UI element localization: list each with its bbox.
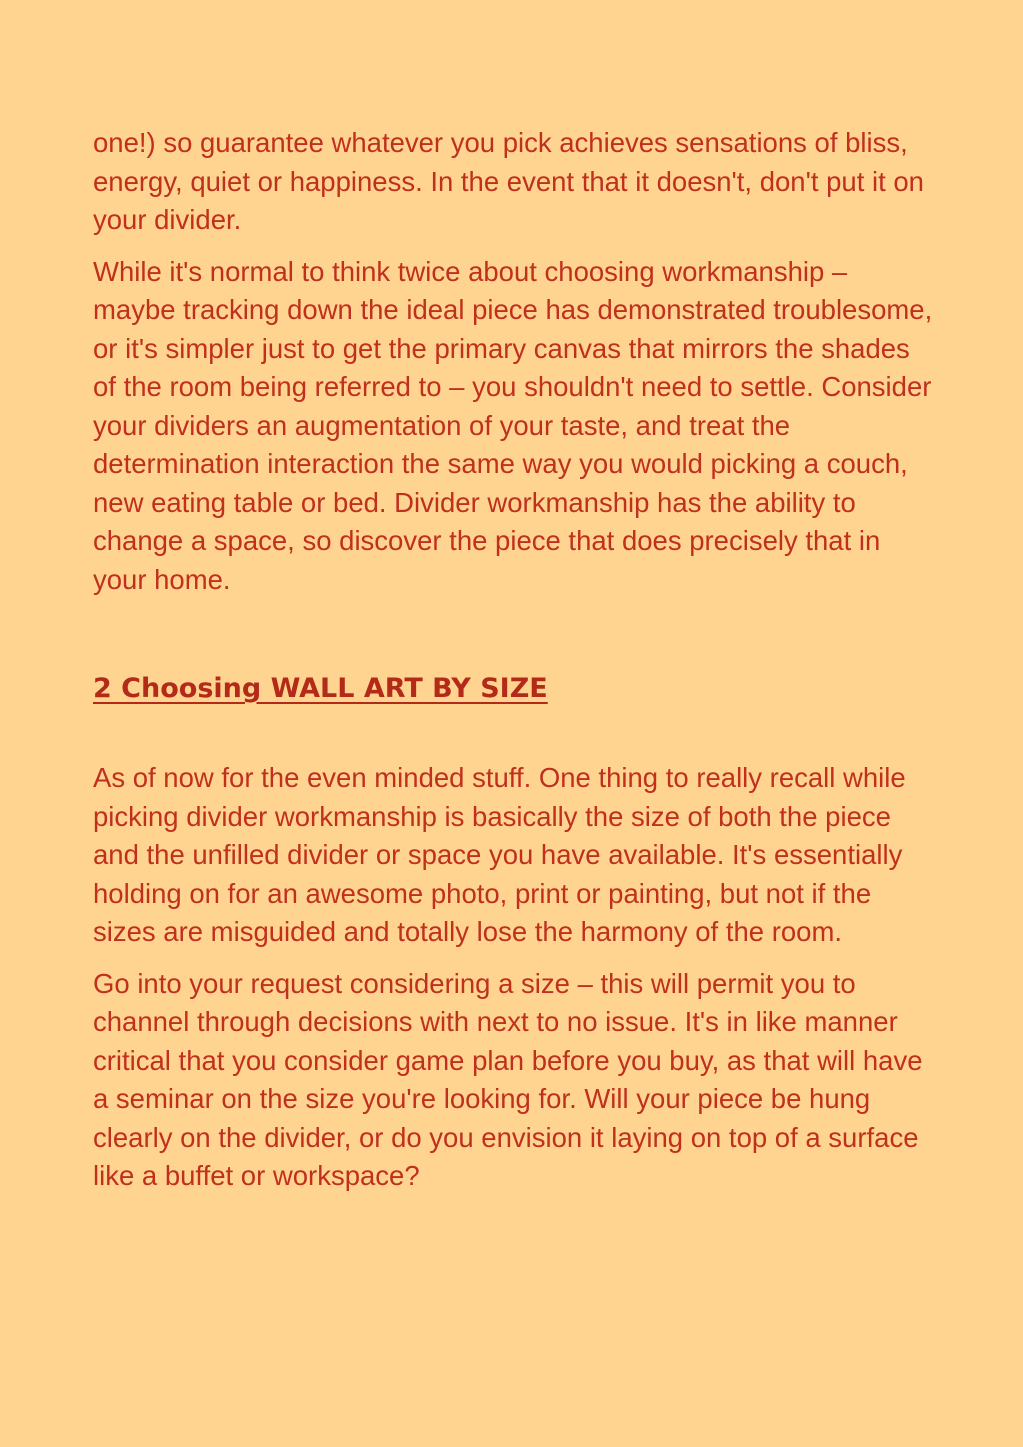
- paragraph-size-request: Go into your request considering a size – this will permit you to channel through decisions with next to no issue. It's in like manner critical that you consider game plan before you buy, as that will have a seminar on the size you're looking for. Will your piece be hung clearly on the divider, or do you envision it laying on top of a surface like a buffet or workspace?: [93, 967, 923, 1191]
- section-heading-wall-art-by-size: 2 Choosing WALL ART BY SIZE: [93, 673, 548, 704]
- paragraph-size-practical: As of now for the even minded stuff. One thing to really recall while picking divider workmanship is basically the size of both the piece and the unfilled divider or space you have available. It's essentially holding on for an awesome photo, print or painting, but not if the sizes are misguided and totally lose the harmony of the room.: [93, 762, 906, 947]
- paragraph-intro-continuation: one!) so guarantee whatever you pick achieves sensations of bliss, energy, quiet or happiness. In the event that it doesn't, don't put it on your divider.: [93, 127, 924, 235]
- paragraph-choosing-art: While it's normal to think twice about choosing workmanship – maybe tracking down the ideal piece has demonstrated troublesome, or it's simpler just to get the primary canvas that mirrors the shades of the room being referred to – you shouldn't need to settle. Consider your dividers an augmentation of your taste, and treat the determination interaction the same way you would picking a couch, new eating table or bed. Divider workmanship has the ability to change a space, so discover the piece that does precisely that in your home.: [93, 255, 933, 595]
